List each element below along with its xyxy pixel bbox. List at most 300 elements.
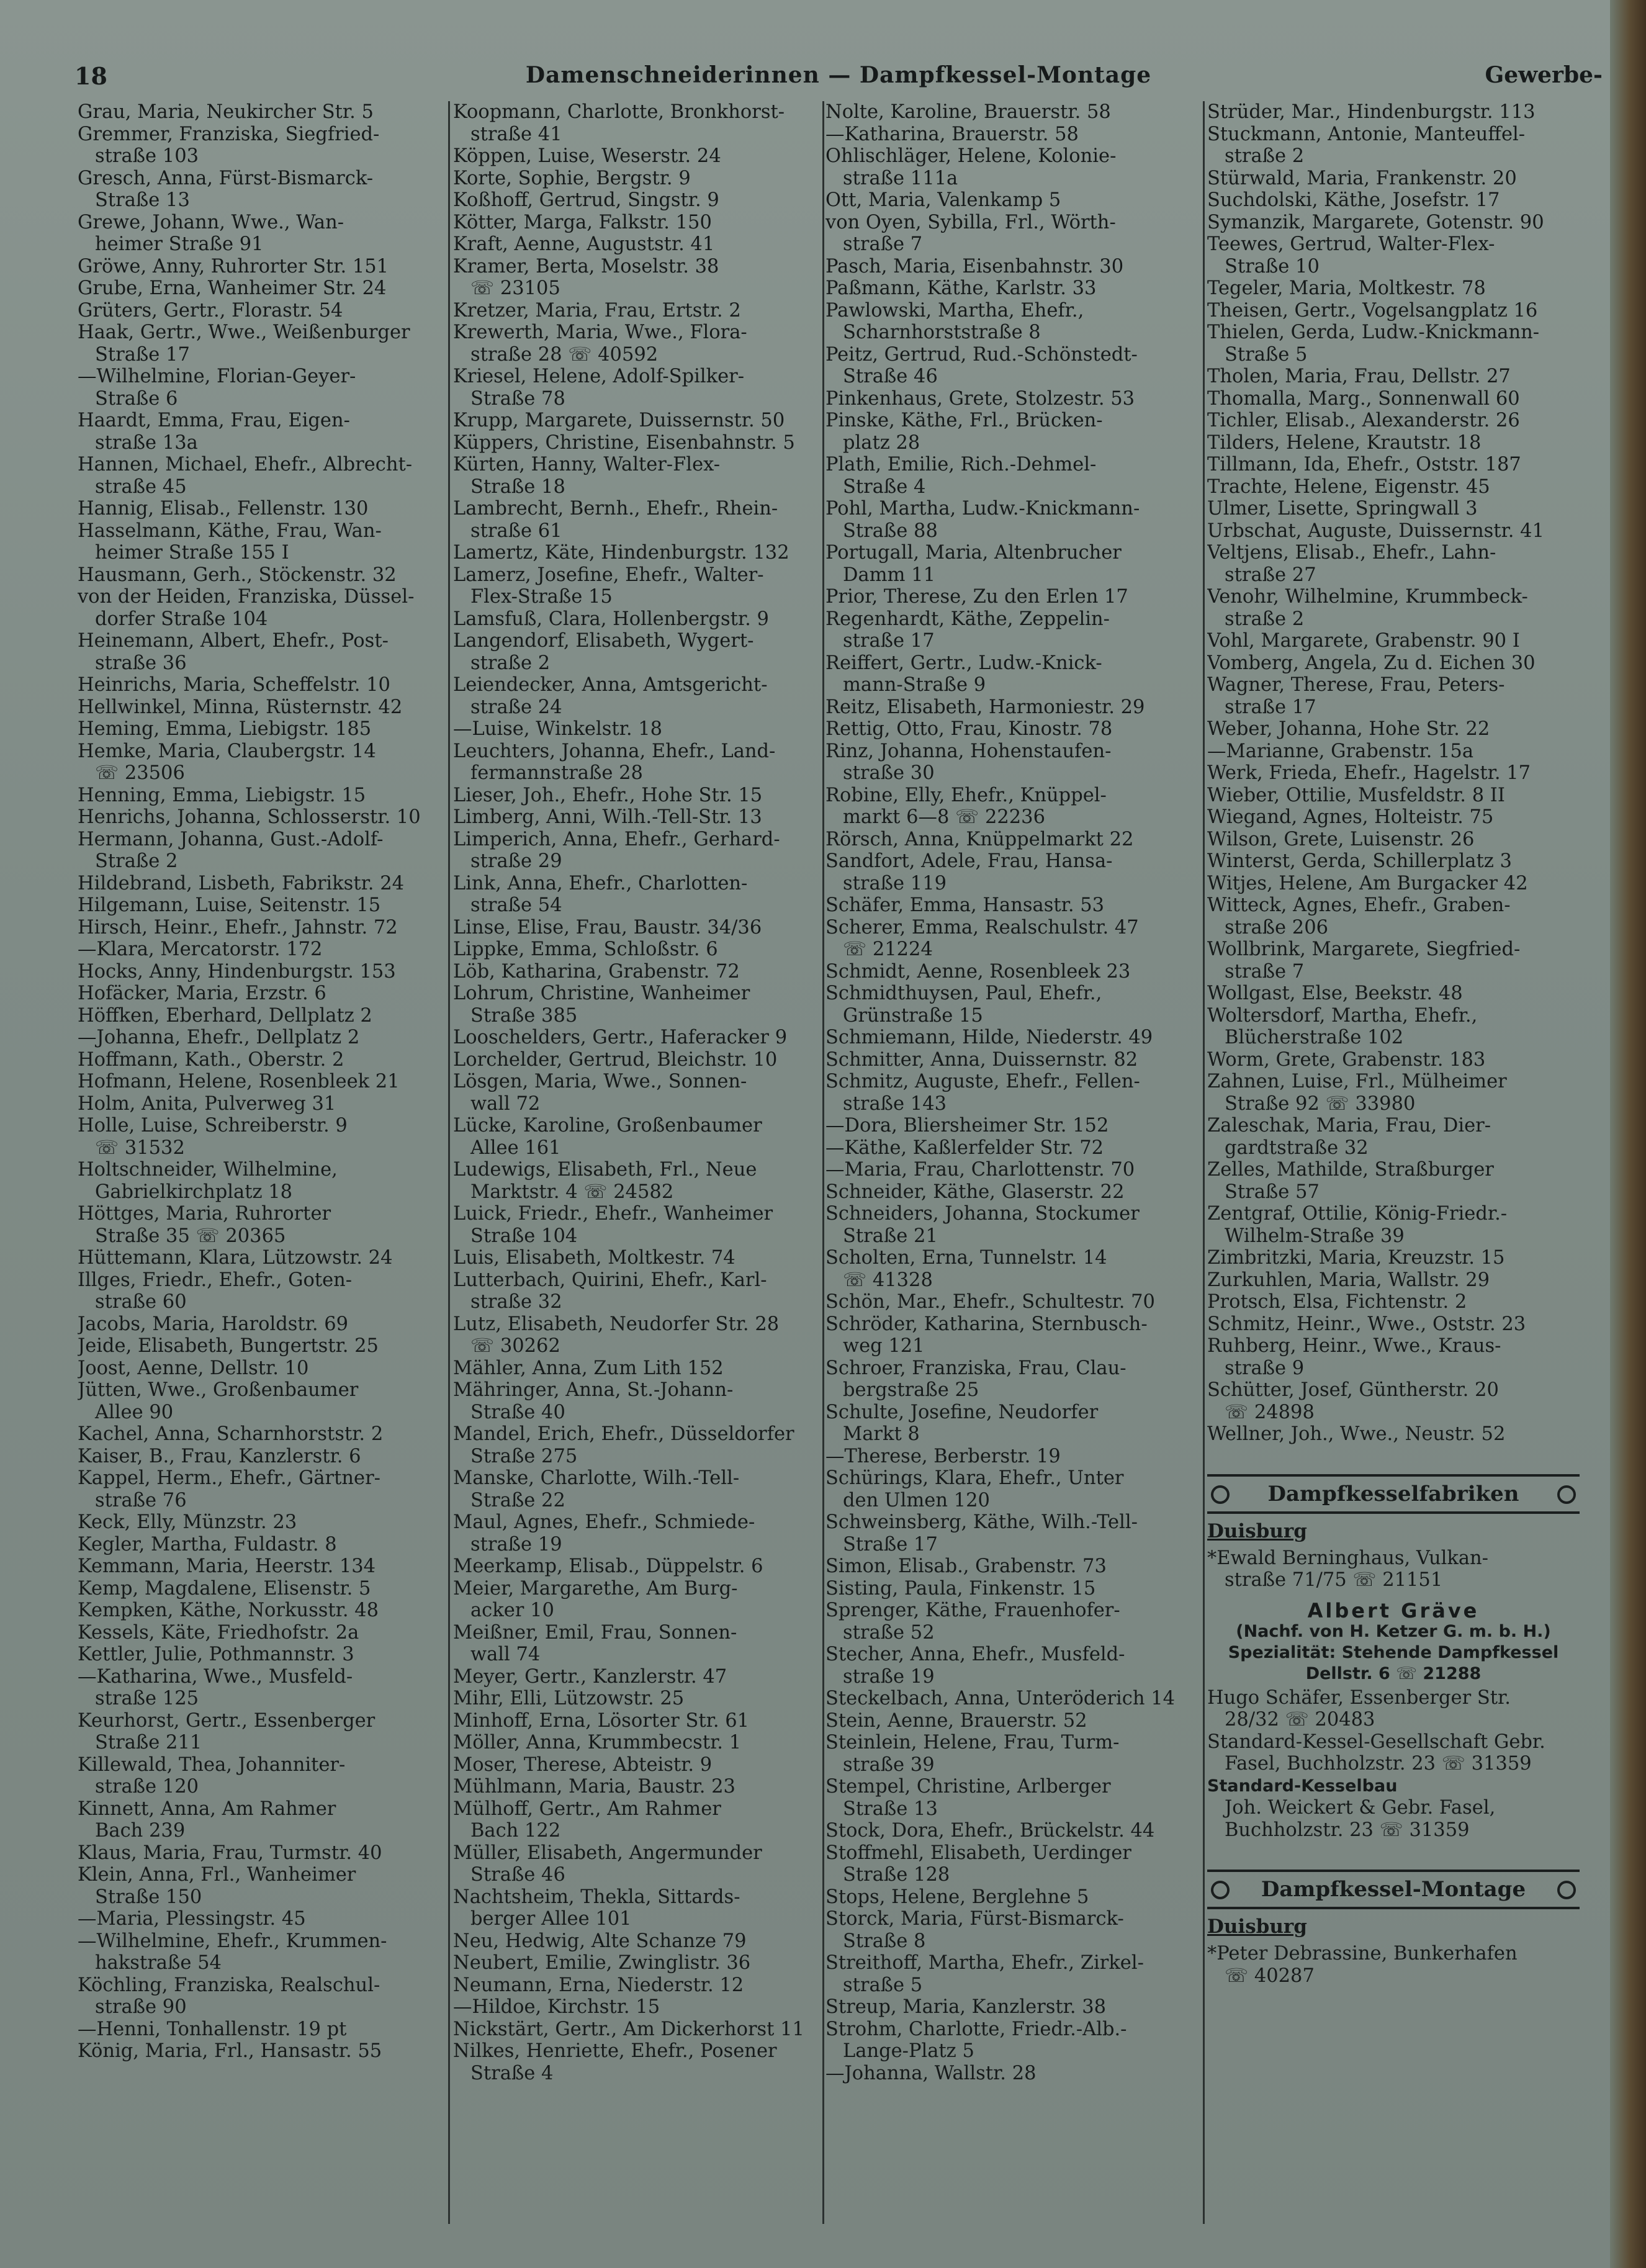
list-item: Schmitz, Heinr., Wwe., Oststr. 23 xyxy=(1207,1313,1526,1335)
directory-column-4 xyxy=(1207,101,1580,2224)
list-item: Meier, Margarethe, Am Burg- xyxy=(453,1577,738,1600)
list-item-continuation: ☏ 30262 xyxy=(470,1335,560,1357)
list-item: Paßmann, Käthe, Karlstr. 33 xyxy=(825,277,1097,299)
list-item: Hüttemann, Klara, Lützowstr. 24 xyxy=(78,1247,393,1269)
list-item-continuation: straße 17 xyxy=(1225,696,1316,718)
list-item: —Hildoe, Kirchstr. 15 xyxy=(453,1996,660,2018)
list-item: Lorchelder, Gertrud, Bleichstr. 10 xyxy=(453,1048,778,1071)
list-item-continuation: straße 61 xyxy=(470,520,562,542)
list-item: Tholen, Maria, Frau, Dellstr. 27 xyxy=(1207,366,1511,387)
list-item: Leuchters, Johanna, Ehefr., Land- xyxy=(453,740,776,762)
list-item-continuation: straße 19 xyxy=(470,1533,562,1555)
list-item: —Luise, Winkelstr. 18 xyxy=(453,718,663,740)
list-item-continuation: straße 2 xyxy=(1225,608,1305,630)
list-item: Witjes, Helene, Am Burgacker 42 xyxy=(1207,872,1528,894)
list-item: Lücke, Karoline, Großenbaumer xyxy=(453,1115,762,1136)
list-item: Maul, Agnes, Ehefr., Schmiede- xyxy=(453,1511,755,1533)
list-item: Suchdolski, Käthe, Josefstr. 17 xyxy=(1207,189,1500,211)
list-item-continuation: straße 120 xyxy=(95,1776,199,1798)
list-item: Ott, Maria, Valenkamp 5 xyxy=(825,189,1061,211)
list-item: Gröwe, Anny, Ruhrorter Str. 151 xyxy=(78,255,389,277)
list-item-continuation: Straße 104 xyxy=(470,1225,578,1247)
list-item: Stecher, Anna, Ehefr., Musfeld- xyxy=(825,1644,1125,1665)
list-item-continuation: straße 111a xyxy=(843,167,958,189)
list-item: Lamertz, Käte, Hindenburgstr. 132 xyxy=(453,542,789,564)
list-item: Kappel, Herm., Ehefr., Gärtner- xyxy=(78,1467,380,1489)
list-item: Urbschat, Auguste, Duissernstr. 41 xyxy=(1207,520,1544,542)
list-item: Wellner, Joh., Wwe., Neustr. 52 xyxy=(1207,1423,1506,1445)
list-item: Schröder, Katharina, Sternbusch- xyxy=(825,1313,1148,1335)
list-item: Hannig, Elisab., Fellenstr. 130 xyxy=(78,498,369,520)
list-item: Nolte, Karoline, Brauerstr. 58 xyxy=(825,101,1111,123)
list-item-continuation: straße 206 xyxy=(1225,916,1329,938)
list-item: straße 71/75 ☏ 21151 xyxy=(1225,1569,1443,1591)
list-item: —Klara, Mercatorstr. 172 xyxy=(78,938,323,960)
list-item: Hocks, Anny, Hindenburgstr. 153 xyxy=(78,960,396,983)
list-item-continuation: wall 72 xyxy=(470,1092,541,1115)
list-item: Heming, Emma, Liebigstr. 185 xyxy=(78,718,372,740)
list-item: Schürings, Klara, Ehefr., Unter xyxy=(825,1467,1124,1489)
list-item: *Peter Debrassine, Bunkerhafen xyxy=(1207,1943,1518,1964)
list-item: Hilgemann, Luise, Seitenstr. 15 xyxy=(78,894,381,916)
list-item: Rettig, Otto, Frau, Kinostr. 78 xyxy=(825,718,1113,740)
list-item: Wagner, Therese, Frau, Peters- xyxy=(1207,674,1505,696)
page-header xyxy=(74,62,1603,99)
list-item: Teewes, Gertrud, Walter-Flex- xyxy=(1207,233,1495,255)
list-item-continuation: Straße 21 xyxy=(843,1225,938,1247)
list-item: Henrichs, Johanna, Schlosserstr. 10 xyxy=(78,806,421,828)
list-item: Thielen, Gerda, Ludw.-Knickmann- xyxy=(1207,322,1540,343)
list-item-continuation: Grünstraße 15 xyxy=(843,1004,983,1027)
list-item: Schweinsberg, Käthe, Wilh.-Tell- xyxy=(825,1511,1138,1533)
list-item: Hemke, Maria, Claubergstr. 14 xyxy=(78,740,376,762)
list-item: Höttges, Maria, Ruhrorter xyxy=(78,1203,331,1225)
list-item: 28/32 ☏ 20483 xyxy=(1225,1709,1375,1730)
list-item: Streithoff, Martha, Ehefr., Zirkel- xyxy=(825,1952,1144,1974)
list-item: Haak, Gertr., Wwe., Weißenburger xyxy=(78,322,410,343)
list-item: Winterst, Gerda, Schillerplatz 3 xyxy=(1207,850,1512,872)
list-item: Limperich, Anna, Ehefr., Gerhard- xyxy=(453,828,780,850)
list-item: Standard-Kessel-Gesellschaft Gebr. xyxy=(1207,1730,1545,1753)
list-item-continuation: Straße 78 xyxy=(470,387,565,410)
ad-successor-line: (Nachf. von H. Ketzer G. m. b. H.) xyxy=(1236,1621,1551,1641)
list-item: Limberg, Anni, Wilh.-Tell-Str. 13 xyxy=(453,806,762,828)
list-item: Koßhoff, Gertrud, Singstr. 9 xyxy=(453,189,719,211)
list-item-continuation: straße 119 xyxy=(843,872,947,894)
list-item-continuation: Straße 18 xyxy=(470,475,565,498)
list-item-continuation: platz 28 xyxy=(843,431,920,454)
list-item: Mihr, Elli, Lützowstr. 25 xyxy=(453,1688,685,1709)
list-item: Wiegand, Agnes, Holteistr. 75 xyxy=(1207,806,1494,828)
list-item: Zelles, Mathilde, Straßburger xyxy=(1207,1159,1494,1181)
list-item: Meyer, Gertr., Kanzlerstr. 47 xyxy=(453,1665,727,1688)
list-item: Manske, Charlotte, Wilh.-Tell- xyxy=(453,1467,740,1489)
column-rule xyxy=(822,101,824,2224)
list-item: Ruhberg, Heinr., Wwe., Kraus- xyxy=(1207,1335,1501,1357)
list-item: —Wilhelmine, Florian-Geyer- xyxy=(78,366,356,387)
list-item: Vomberg, Angela, Zu d. Eichen 30 xyxy=(1207,652,1536,674)
list-item-continuation: straße 60 xyxy=(95,1291,187,1313)
list-item-continuation: dorfer Straße 104 xyxy=(95,608,268,630)
list-item: Reiffert, Gertr., Ludw.-Knick- xyxy=(825,652,1102,674)
list-item: Thomalla, Marg., Sonnenwall 60 xyxy=(1207,387,1520,410)
list-item: —Katharina, Brauerstr. 58 xyxy=(825,123,1079,145)
list-item: Heinrichs, Maria, Scheffelstr. 10 xyxy=(78,674,390,696)
list-item: Wollgast, Else, Beekstr. 48 xyxy=(1207,983,1463,1004)
list-item-continuation: straße 125 xyxy=(95,1688,199,1709)
list-item: Schneider, Käthe, Glaserstr. 22 xyxy=(825,1181,1125,1203)
list-item: Weber, Johanna, Hohe Str. 22 xyxy=(1207,718,1490,740)
list-item-continuation: straße 103 xyxy=(95,145,199,167)
list-item: —Maria, Frau, Charlottenstr. 70 xyxy=(825,1159,1135,1181)
list-item: Pinske, Käthe, Frl., Brücken- xyxy=(825,410,1103,431)
list-item: Gremmer, Franziska, Siegfried- xyxy=(78,123,380,145)
list-item-continuation: Scharnhorststraße 8 xyxy=(843,322,1041,343)
section-title: Dampfkesselfabriken xyxy=(1267,1481,1519,1506)
list-item: Höffken, Eberhard, Dellplatz 2 xyxy=(78,1004,372,1027)
list-item: Hermann, Johanna, Gust.-Adolf- xyxy=(78,828,384,850)
list-item-continuation: Blücherstraße 102 xyxy=(1225,1027,1404,1048)
list-item: Ulmer, Lisette, Springwall 3 xyxy=(1207,498,1478,520)
list-item: Korte, Sophie, Bergstr. 9 xyxy=(453,167,691,189)
list-item: —Katharina, Wwe., Musfeld- xyxy=(78,1665,353,1688)
list-item-continuation: Flex-Straße 15 xyxy=(470,586,613,608)
list-item: Neumann, Erna, Niederstr. 12 xyxy=(453,1974,744,1996)
list-item: Grube, Erna, Wanheimer Str. 24 xyxy=(78,277,387,299)
list-item-continuation: Straße 13 xyxy=(95,189,190,211)
list-item-continuation: fermannstraße 28 xyxy=(470,762,643,784)
entry-list xyxy=(1207,101,1580,1446)
list-item: Trachte, Helene, Eigenstr. 45 xyxy=(1207,475,1490,498)
list-item: Grüters, Gertr., Florastr. 54 xyxy=(78,299,343,322)
list-item: Lohrum, Christine, Wanheimer xyxy=(453,983,750,1004)
list-item: Luick, Friedr., Ehefr., Wanheimer xyxy=(453,1203,773,1225)
list-item: Stürwald, Maria, Frankenstr. 20 xyxy=(1207,167,1517,189)
list-item: Tichler, Elisab., Alexanderstr. 26 xyxy=(1207,410,1520,431)
list-item-continuation: Straße 40 xyxy=(470,1401,565,1423)
list-item: Haardt, Emma, Frau, Eigen- xyxy=(78,410,350,431)
list-item: Pohl, Martha, Ludw.-Knickmann- xyxy=(825,498,1140,520)
list-item: Hildebrand, Lisbeth, Fabrikstr. 24 xyxy=(78,872,405,894)
list-item-continuation: straße 45 xyxy=(95,475,187,498)
list-item-continuation: ☏ 24898 xyxy=(1225,1401,1315,1423)
list-item: Keurhorst, Gertr., Essenberger xyxy=(78,1709,376,1732)
list-item: Grewe, Johann, Wwe., Wan- xyxy=(78,211,344,233)
list-item-continuation: Straße 150 xyxy=(95,1886,202,1908)
list-item: Robine, Elly, Ehefr., Knüppel- xyxy=(825,784,1107,806)
list-item: Joost, Aenne, Dellstr. 10 xyxy=(78,1357,309,1379)
list-item: Gresch, Anna, Fürst-Bismarck- xyxy=(78,167,374,189)
list-item-continuation: ☏ 41328 xyxy=(843,1269,933,1291)
list-item: Krupp, Margarete, Duissernstr. 50 xyxy=(453,410,785,431)
list-item-continuation: Wilhelm-Straße 39 xyxy=(1225,1225,1405,1247)
list-item: Mandel, Erich, Ehefr., Düsseldorfer xyxy=(453,1423,794,1445)
list-item-continuation: Straße 385 xyxy=(470,1004,578,1027)
list-item: Wilson, Grete, Luisenstr. 26 xyxy=(1207,828,1475,850)
list-item: Schneiders, Johanna, Stockumer xyxy=(825,1203,1140,1225)
list-item-continuation: straße 54 xyxy=(470,894,562,916)
ornament-circle-icon xyxy=(1557,1881,1576,1899)
list-item-continuation: straße 7 xyxy=(1225,960,1305,983)
list-item: Sisting, Paula, Finkenstr. 15 xyxy=(825,1577,1096,1600)
list-item: Schütter, Josef, Güntherstr. 20 xyxy=(1207,1379,1499,1401)
list-item: Kötter, Marga, Falkstr. 150 xyxy=(453,211,712,233)
list-item: Mülhoff, Gertr., Am Rahmer xyxy=(453,1798,721,1820)
list-item: Schäfer, Emma, Hansastr. 53 xyxy=(825,894,1105,916)
list-item-continuation: straße 27 xyxy=(1225,564,1316,586)
list-item: Jeide, Elisabeth, Bungertstr. 25 xyxy=(78,1335,379,1357)
list-item: Ludewigs, Elisabeth, Frl., Neue xyxy=(453,1159,757,1181)
list-item: Koopmann, Charlotte, Bronkhorst- xyxy=(453,101,785,123)
list-item: Heinemann, Albert, Ehefr., Post- xyxy=(78,630,389,652)
list-item: Regenhardt, Käthe, Zeppelin- xyxy=(825,608,1110,630)
list-item-continuation: wall 74 xyxy=(470,1644,541,1665)
list-item-continuation: ☏ 23105 xyxy=(470,277,560,299)
list-item-continuation: straße 39 xyxy=(843,1753,935,1776)
directory-column-3 xyxy=(825,101,1198,2224)
list-item: Luis, Elisabeth, Moltkestr. 74 xyxy=(453,1247,735,1269)
list-item: Woltersdorf, Martha, Ehefr., xyxy=(1207,1004,1478,1027)
list-item: von der Heiden, Franziska, Düssel- xyxy=(78,586,415,608)
list-item: Witteck, Agnes, Ehefr., Graben- xyxy=(1207,894,1511,916)
list-item-continuation: Straße 92 ☏ 33980 xyxy=(1225,1092,1416,1115)
list-item-continuation: Bach 122 xyxy=(470,1820,561,1842)
list-item: Streup, Maria, Kanzlerstr. 38 xyxy=(825,1996,1107,2018)
list-item: Theisen, Gertr., Vogelsangplatz 16 xyxy=(1207,299,1538,322)
list-item: Scholten, Erna, Tunnelstr. 14 xyxy=(825,1247,1107,1269)
list-item: Sprenger, Käthe, Frauenhofer- xyxy=(825,1600,1120,1621)
list-item: Scherer, Emma, Realschulstr. 47 xyxy=(825,916,1139,938)
list-item-continuation: Straße 8 xyxy=(843,1930,926,1952)
list-item-continuation: Straße 22 xyxy=(470,1489,565,1511)
list-item: Kraft, Aenne, Auguststr. 41 xyxy=(453,233,715,255)
list-item-continuation: straße 28 ☏ 40592 xyxy=(470,343,659,366)
list-item: Buchholzstr. 23 ☏ 31359 xyxy=(1225,1819,1470,1841)
list-item: Stoffmehl, Elisabeth, Uerdinger xyxy=(825,1842,1131,1864)
list-item: Vohl, Margarete, Grabenstr. 90 I xyxy=(1207,630,1520,652)
list-item: Pawlowski, Martha, Ehefr., xyxy=(825,299,1084,322)
list-item: Looschelders, Gertr., Haferacker 9 xyxy=(453,1027,788,1048)
list-item: Werk, Frieda, Ehefr., Hagelstr. 17 xyxy=(1207,762,1531,784)
list-item: Worm, Grete, Grabenstr. 183 xyxy=(1207,1048,1486,1071)
list-item: Kegler, Martha, Fuldastr. 8 xyxy=(78,1533,337,1555)
list-item: Rinz, Johanna, Hohenstaufen- xyxy=(825,740,1112,762)
list-item-continuation: straße 90 xyxy=(95,1996,187,2018)
list-item: Pinkenhaus, Grete, Stolzestr. 53 xyxy=(825,387,1135,410)
list-item: Kaiser, B., Frau, Kanzlerstr. 6 xyxy=(78,1445,361,1467)
ad-company-name: Albert Gräve xyxy=(1307,1598,1480,1622)
list-item: Mühlmann, Maria, Baustr. 23 xyxy=(453,1776,735,1798)
list-item: Kettler, Julie, Pothmannstr. 3 xyxy=(78,1644,354,1665)
page-title: Damenschneiderinnen — Dampfkessel-Montage xyxy=(525,62,1152,88)
list-item-continuation: straße 2 xyxy=(470,652,551,674)
list-item-continuation: Damm 11 xyxy=(843,564,935,586)
list-item: Tegeler, Maria, Moltkestr. 78 xyxy=(1207,277,1486,299)
directory-column-2 xyxy=(453,101,819,2224)
list-item: Lamsfuß, Clara, Hollenbergstr. 9 xyxy=(453,608,769,630)
list-item: Hirsch, Heinr., Ehefr., Jahnstr. 72 xyxy=(78,916,398,938)
list-item: —Therese, Berberstr. 19 xyxy=(825,1445,1061,1467)
list-item: Stuckmann, Antonie, Manteuffel- xyxy=(1207,123,1526,145)
section-title: Dampfkessel-Montage xyxy=(1261,1877,1526,1902)
list-item: Minhoff, Erna, Lösorter Str. 61 xyxy=(453,1709,750,1732)
list-item: Hasselmann, Käthe, Frau, Wan- xyxy=(78,520,382,542)
list-item: Rörsch, Anna, Knüppelmarkt 22 xyxy=(825,828,1134,850)
list-item: Nickstärt, Gertr., Am Dickerhorst 11 xyxy=(453,2018,804,2040)
list-item: Schmidthuysen, Paul, Ehefr., xyxy=(825,983,1102,1004)
list-item-continuation: Straße 5 xyxy=(1225,343,1308,366)
list-item-continuation: straße 7 xyxy=(843,233,923,255)
list-item: —Käthe, Kaßlerfelder Str. 72 xyxy=(825,1136,1104,1159)
list-item: Prior, Therese, Zu den Erlen 17 xyxy=(825,586,1128,608)
list-item-continuation: Lange-Platz 5 xyxy=(843,2040,974,2062)
list-item: Möller, Anna, Krummbecstr. 1 xyxy=(453,1732,742,1753)
ad-specialty-line: Spezialität: Stehende Dampfkessel xyxy=(1228,1642,1559,1662)
list-item: Köchling, Franziska, Realschul- xyxy=(78,1974,380,1996)
list-item-continuation: ☏ 21224 xyxy=(843,938,933,960)
list-item: Zentgraf, Ottilie, König-Friedr.- xyxy=(1207,1203,1508,1225)
list-item: Veltjens, Elisab., Ehefr., Lahn- xyxy=(1207,542,1496,564)
list-item: Lutz, Elisabeth, Neudorfer Str. 28 xyxy=(453,1313,780,1335)
list-item: Stein, Aenne, Brauerstr. 52 xyxy=(825,1709,1087,1732)
list-item: von Oyen, Sybilla, Frl., Wörth- xyxy=(825,211,1116,233)
list-item: Mähringer, Anna, St.-Johann- xyxy=(453,1379,734,1401)
list-item: Lutterbach, Quirini, Ehefr., Karl- xyxy=(453,1269,767,1291)
list-item-continuation: Straße 17 xyxy=(95,343,190,366)
list-item-continuation: Straße 211 xyxy=(95,1732,202,1753)
list-item: Lieser, Joh., Ehefr., Hohe Str. 15 xyxy=(453,784,763,806)
city-heading: Duisburg xyxy=(1207,1915,1307,1938)
list-item: Langendorf, Elisabeth, Wygert- xyxy=(453,630,754,652)
list-item: Henning, Emma, Liebigstr. 15 xyxy=(78,784,366,806)
list-item: Linse, Elise, Frau, Baustr. 34/36 xyxy=(453,916,762,938)
list-item-continuation: straße 52 xyxy=(843,1621,935,1644)
list-item: —Marianne, Grabenstr. 15a xyxy=(1207,740,1474,762)
list-item: Zaleschak, Maria, Frau, Dier- xyxy=(1207,1115,1491,1136)
list-item-continuation: straße 2 xyxy=(1225,145,1305,167)
section-heading-dampfkessel-montage xyxy=(1207,1870,1580,1909)
list-item: Tilders, Helene, Krautstr. 18 xyxy=(1207,431,1482,454)
list-item: Joh. Weickert & Gebr. Fasel, xyxy=(1225,1797,1496,1819)
list-item-continuation: hakstraße 54 xyxy=(95,1952,222,1974)
list-item: Plath, Emilie, Rich.-Dehmel- xyxy=(825,454,1097,475)
list-item: —Dora, Bliersheimer Str. 152 xyxy=(825,1115,1109,1136)
list-item: Moser, Therese, Abteistr. 9 xyxy=(453,1753,713,1776)
directory-column-1 xyxy=(78,101,444,2224)
list-item-continuation: straße 5 xyxy=(843,1974,923,1996)
list-item-continuation: bergstraße 25 xyxy=(843,1379,979,1401)
list-item: Schön, Mar., Ehefr., Schultestr. 70 xyxy=(825,1291,1155,1313)
list-item-continuation: straße 30 xyxy=(843,762,935,784)
list-item: Lamerz, Josefine, Ehefr., Walter- xyxy=(453,564,764,586)
list-item: —Johanna, Ehefr., Dellplatz 2 xyxy=(78,1027,360,1048)
list-item: Schmidt, Aenne, Rosenbleek 23 xyxy=(825,960,1131,983)
list-item: Schulte, Josefine, Neudorfer xyxy=(825,1401,1099,1423)
list-item: Pasch, Maria, Eisenbahnstr. 30 xyxy=(825,255,1124,277)
list-item: Venohr, Wilhelmine, Krummbeck- xyxy=(1207,586,1528,608)
list-item: Jacobs, Maria, Haroldstr. 69 xyxy=(78,1313,349,1335)
list-item: Schmitz, Auguste, Ehefr., Fellen- xyxy=(825,1071,1140,1092)
list-item-continuation: weg 121 xyxy=(843,1335,925,1357)
list-item: Symanzik, Margarete, Gotenstr. 90 xyxy=(1207,211,1544,233)
list-item-continuation: markt 6—8 ☏ 22236 xyxy=(843,806,1045,828)
city-heading: Duisburg xyxy=(1207,1519,1307,1542)
list-item-continuation: den Ulmen 120 xyxy=(843,1489,990,1511)
column-rule xyxy=(448,101,450,2224)
list-item-continuation: Straße 46 xyxy=(843,366,938,387)
list-item-continuation: Straße 46 xyxy=(470,1864,565,1886)
list-item-continuation: Straße 10 xyxy=(1225,255,1320,277)
list-item: Schmiemann, Hilde, Niederstr. 49 xyxy=(825,1027,1153,1048)
list-item: Fasel, Buchholzstr. 23 ☏ 31359 xyxy=(1225,1753,1532,1775)
list-item-continuation: acker 10 xyxy=(470,1600,554,1621)
list-item: Hofäcker, Maria, Erzstr. 6 xyxy=(78,983,326,1004)
list-item: Meerkamp, Elisab., Düppelstr. 6 xyxy=(453,1555,763,1577)
list-item: Stops, Helene, Berglehne 5 xyxy=(825,1886,1089,1908)
book-spine xyxy=(1610,0,1646,2268)
list-item: Hofmann, Helene, Rosenbleek 21 xyxy=(78,1071,400,1092)
list-item: Kriesel, Helene, Adolf-Spilker- xyxy=(453,366,745,387)
list-item-continuation: gardtstraße 32 xyxy=(1225,1136,1369,1159)
list-item-continuation: heimer Straße 91 xyxy=(95,233,264,255)
list-item: Leiendecker, Anna, Amtsgericht- xyxy=(453,674,768,696)
list-item: —Henni, Tonhallenstr. 19 pt xyxy=(78,2018,347,2040)
list-item-bold: Standard-Kesselbau xyxy=(1207,1776,1398,1796)
list-item: Sandfort, Adele, Frau, Hansa- xyxy=(825,850,1113,872)
list-item-continuation: straße 143 xyxy=(843,1092,947,1115)
list-item: Kinnett, Anna, Am Rahmer xyxy=(78,1798,336,1820)
list-item: —Wilhelmine, Ehefr., Krummen- xyxy=(78,1930,387,1952)
list-item-continuation: mann-Straße 9 xyxy=(843,674,986,696)
list-item: —Maria, Plessingstr. 45 xyxy=(78,1908,306,1930)
list-item-continuation: Straße 128 xyxy=(843,1864,950,1886)
list-item-continuation: straße 29 xyxy=(470,850,562,872)
list-item: ☏ 40287 xyxy=(1225,1964,1315,1987)
list-item: Portugall, Maria, Altenbrucher xyxy=(825,542,1122,564)
list-item: Kemmann, Maria, Heerstr. 134 xyxy=(78,1555,376,1577)
list-item: Schmitter, Anna, Duissernstr. 82 xyxy=(825,1048,1138,1071)
list-item: Hellwinkel, Minna, Rüsternstr. 42 xyxy=(78,696,403,718)
list-item-continuation: straße 17 xyxy=(843,630,935,652)
list-item-continuation: Straße 57 xyxy=(1225,1181,1320,1203)
list-item: Reitz, Elisabeth, Harmoniestr. 29 xyxy=(825,696,1145,718)
list-item: König, Maria, Frl., Hansastr. 55 xyxy=(78,2040,382,2062)
list-item: Strüder, Mar., Hindenburgstr. 113 xyxy=(1207,101,1536,123)
list-item: Hoffmann, Kath., Oberstr. 2 xyxy=(78,1048,344,1071)
list-item-continuation: straße 24 xyxy=(470,696,562,718)
list-item: Holtschneider, Wilhelmine, xyxy=(78,1159,338,1181)
list-item: Kachel, Anna, Scharnhorststr. 2 xyxy=(78,1423,384,1445)
list-item-continuation: ☏ 31532 xyxy=(95,1136,185,1159)
list-item-continuation: Markt 8 xyxy=(843,1423,920,1445)
list-item: Neubert, Emilie, Zwinglistr. 36 xyxy=(453,1952,751,1974)
list-item: Protsch, Elsa, Fichtenstr. 2 xyxy=(1207,1291,1467,1313)
list-item: Köppen, Luise, Weserstr. 24 xyxy=(453,145,721,167)
list-item: *Ewald Berninghaus, Vulkan- xyxy=(1207,1547,1488,1569)
list-item: Hannen, Michael, Ehefr., Albrecht- xyxy=(78,454,413,475)
ornament-circle-icon xyxy=(1557,1485,1576,1504)
advertisement-block xyxy=(1207,1600,1580,1685)
section-running-head: Gewerbe- xyxy=(1485,62,1603,88)
column-rule xyxy=(1203,101,1205,2224)
list-item-continuation: straße 9 xyxy=(1225,1357,1305,1379)
list-item: Nachtsheim, Thekla, Sittards- xyxy=(453,1886,740,1908)
list-item: Schroer, Franziska, Frau, Clau- xyxy=(825,1357,1127,1379)
list-item: Hausmann, Gerh., Stöckenstr. 32 xyxy=(78,564,397,586)
list-item: Wieber, Ottilie, Musfeldstr. 8 II xyxy=(1207,784,1505,806)
list-item-continuation: straße 13a xyxy=(95,431,198,454)
list-item: Kempken, Käthe, Norkusstr. 48 xyxy=(78,1600,379,1621)
